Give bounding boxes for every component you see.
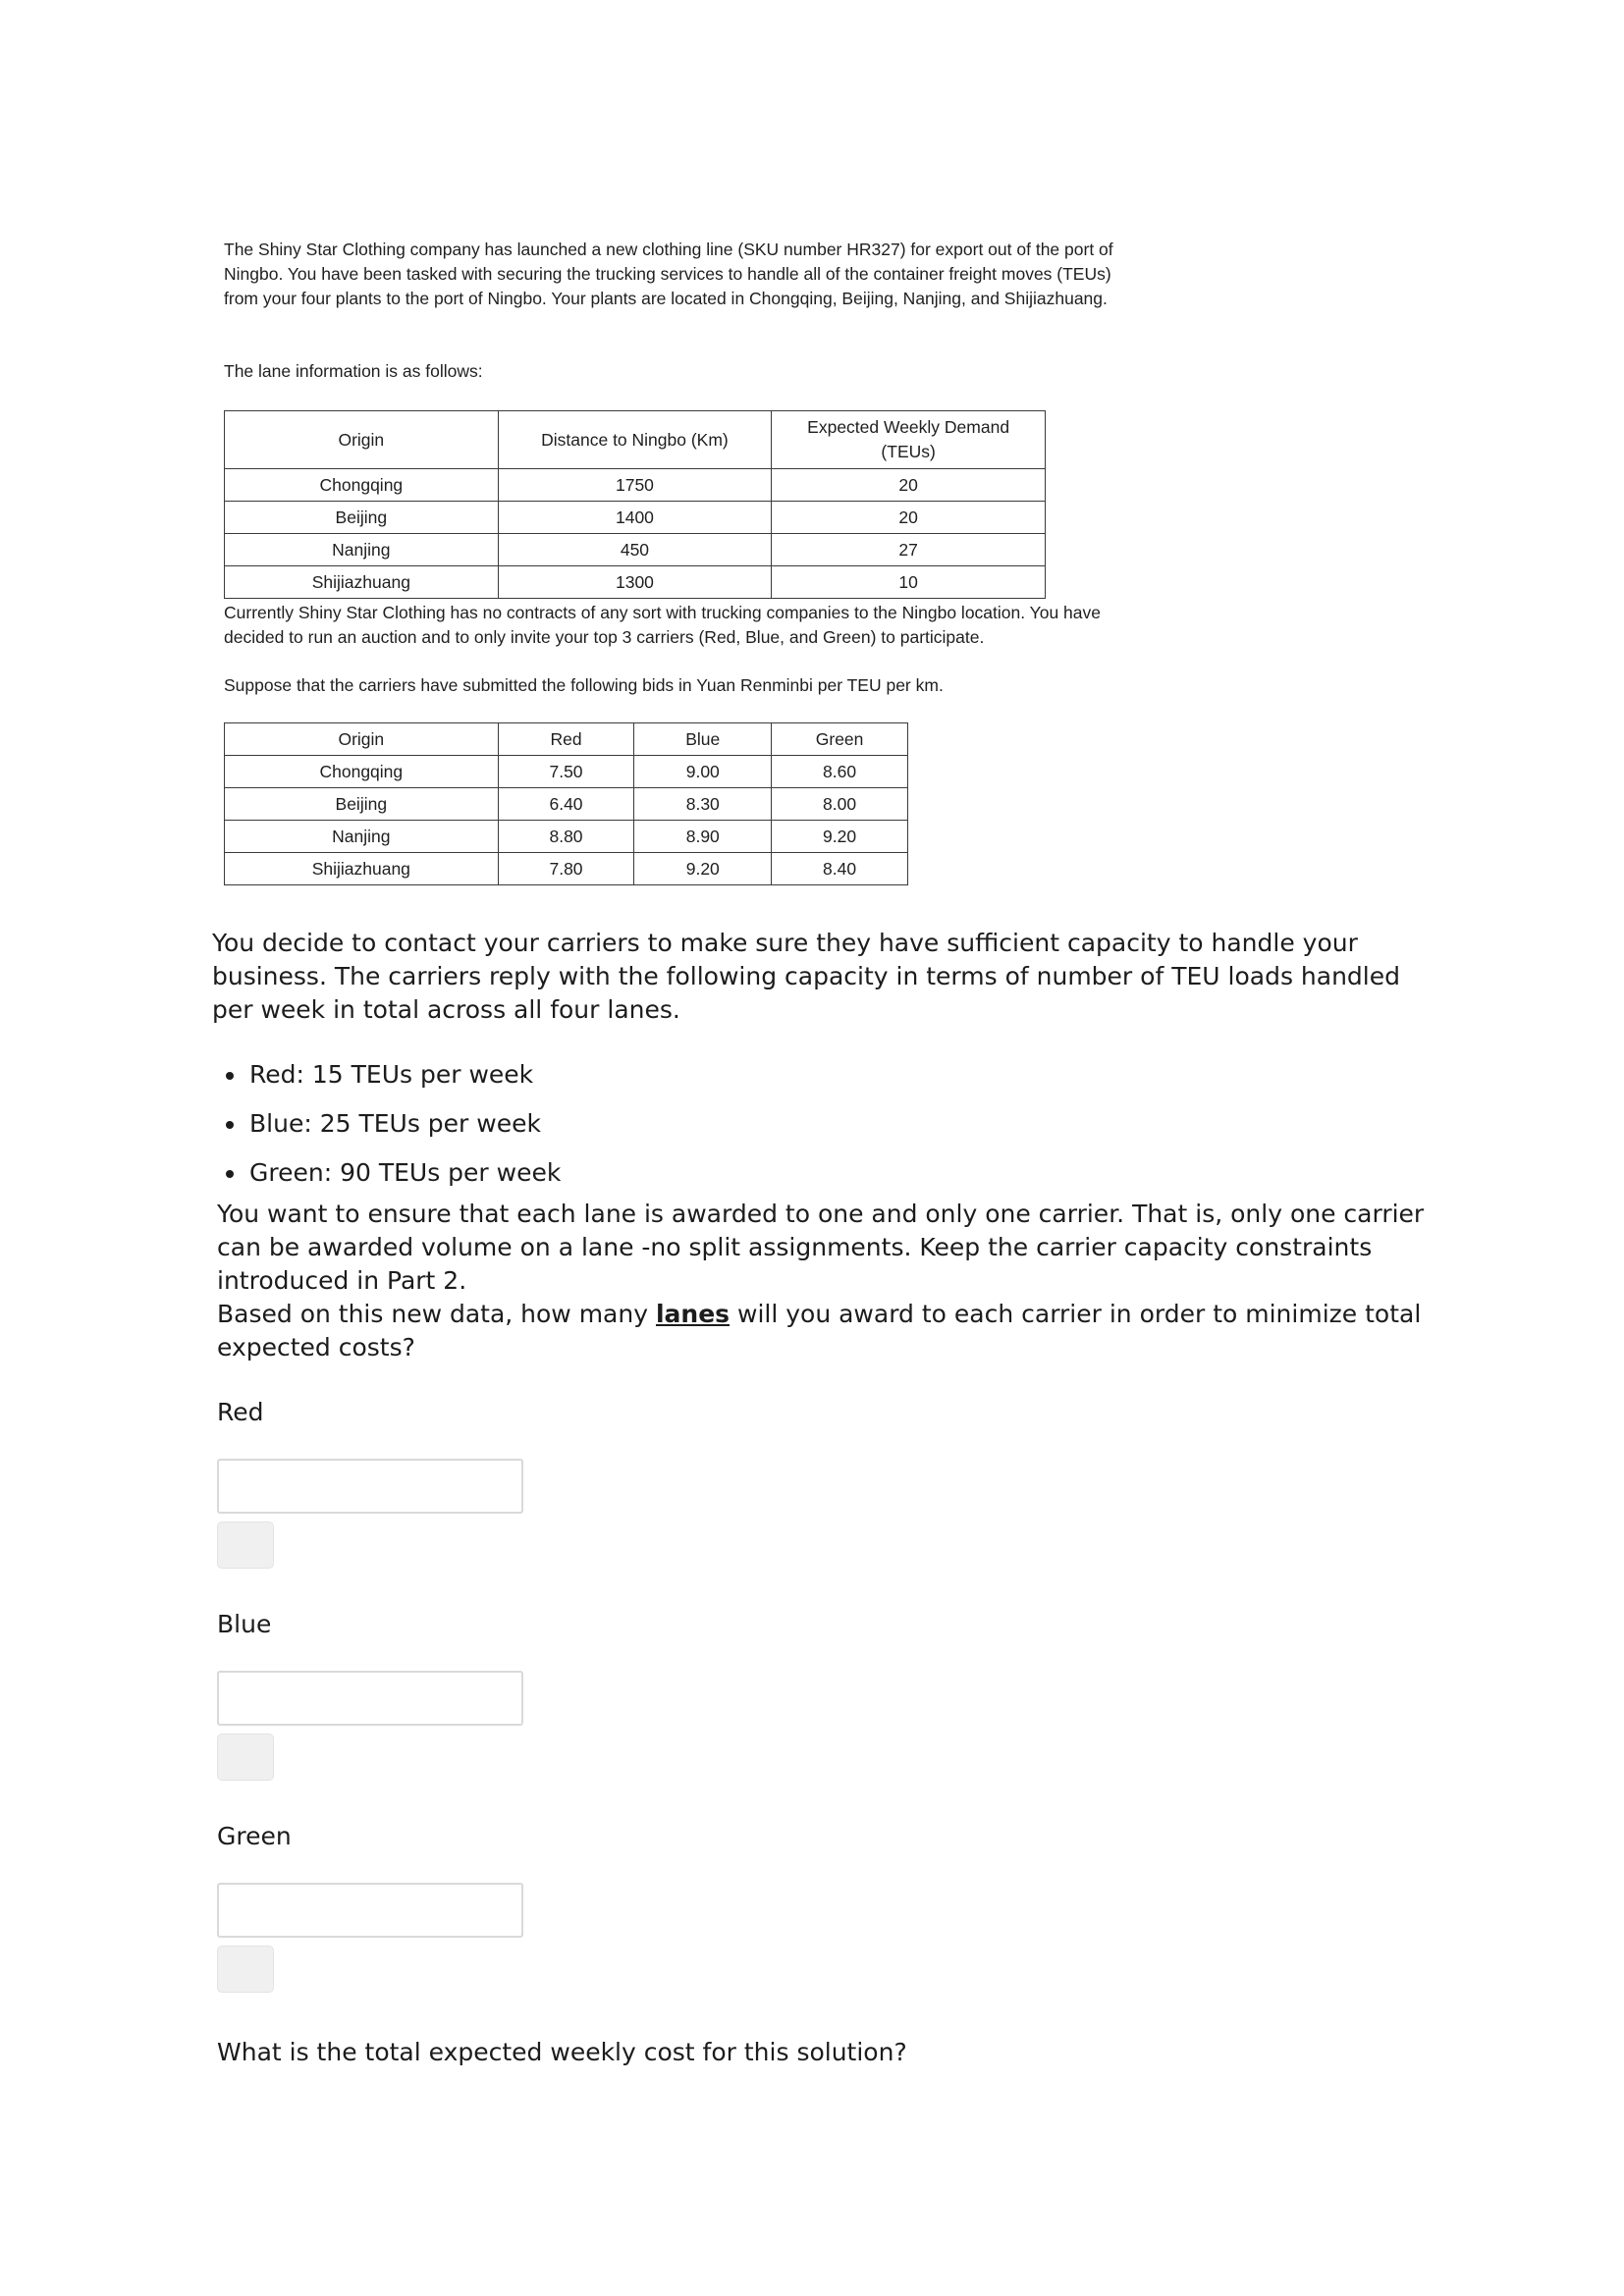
red-label: Red bbox=[217, 1398, 264, 1426]
blue-answer-input[interactable] bbox=[217, 1671, 523, 1726]
table-row bbox=[225, 756, 908, 788]
green-bid-cell: 8.00 bbox=[772, 788, 908, 821]
distance-cell: 450 bbox=[498, 534, 772, 566]
lane-table bbox=[224, 410, 1046, 599]
question-text bbox=[217, 1298, 1444, 1364]
blue-bid-cell: 8.90 bbox=[634, 821, 772, 853]
blue-label: Blue bbox=[217, 1610, 272, 1638]
origin-cell: Nanjing bbox=[225, 534, 499, 566]
distance-cell: 1750 bbox=[498, 469, 772, 502]
bid-table-header bbox=[225, 723, 908, 756]
question-text-before: Based on this new data, how many bbox=[217, 1300, 656, 1328]
red-check-button[interactable] bbox=[217, 1522, 274, 1569]
lane-table-header bbox=[225, 411, 1046, 469]
demand-cell: 20 bbox=[772, 469, 1046, 502]
bid-table bbox=[224, 722, 908, 885]
table-row bbox=[225, 502, 1046, 534]
list-item: Green: 90 TEUs per week bbox=[212, 1156, 1096, 1205]
table-row bbox=[225, 534, 1046, 566]
red-bid-cell: 7.50 bbox=[498, 756, 634, 788]
capacity-list bbox=[212, 1058, 1096, 1205]
header-green: Green bbox=[772, 723, 908, 756]
blue-bid-cell: 9.00 bbox=[634, 756, 772, 788]
demand-cell: 27 bbox=[772, 534, 1046, 566]
green-label: Green bbox=[217, 1822, 292, 1850]
table-row bbox=[225, 853, 908, 885]
header-demand: Expected Weekly Demand (TEUs) bbox=[772, 411, 1046, 469]
green-answer-input[interactable] bbox=[217, 1883, 523, 1938]
final-question-text: What is the total expected weekly cost for this solution? bbox=[217, 2038, 907, 2066]
blue-check-button[interactable] bbox=[217, 1734, 274, 1781]
demand-cell: 10 bbox=[772, 566, 1046, 599]
header-distance: Distance to Ningbo (Km) bbox=[498, 411, 772, 469]
constraint-paragraph: You want to ensure that each lane is awarded to one and only one carrier. That is, only one carrier can be awarded volume on a lane -no split assignments. Keep the carrier capacity constraints introduced in Part 2. bbox=[217, 1200, 1425, 1295]
green-bid-cell: 8.60 bbox=[772, 756, 908, 788]
lane-intro-text: The lane information is as follows: bbox=[224, 361, 483, 381]
table-row bbox=[225, 821, 908, 853]
header-origin: Origin bbox=[225, 723, 499, 756]
red-answer-input[interactable] bbox=[217, 1459, 523, 1514]
red-bid-cell: 8.80 bbox=[498, 821, 634, 853]
demand-cell: 20 bbox=[772, 502, 1046, 534]
question-text-after: will you award to each carrier in order to minimize total expected costs? bbox=[217, 1300, 1422, 1362]
green-check-button[interactable] bbox=[217, 1946, 274, 1993]
origin-cell: Shijiazhuang bbox=[225, 853, 499, 885]
bids-intro-text: Suppose that the carriers have submitted the following bids in Yuan Renminbi per TEU per km. bbox=[224, 675, 944, 695]
origin-cell: Chongqing bbox=[225, 469, 499, 502]
list-item: Blue: 25 TEUs per week bbox=[212, 1107, 1096, 1156]
auction-paragraph: Currently Shiny Star Clothing has no contracts of any sort with trucking companies to the Ningbo location. You have decided to run an auction and to only invite your top 3 carriers (Red, Blue, and Green) to participate. bbox=[224, 603, 1101, 647]
red-bid-cell: 7.80 bbox=[498, 853, 634, 885]
table-row bbox=[225, 788, 908, 821]
header-origin: Origin bbox=[225, 411, 499, 469]
table-row bbox=[225, 469, 1046, 502]
origin-cell: Chongqing bbox=[225, 756, 499, 788]
list-item: Red: 15 TEUs per week bbox=[212, 1058, 1096, 1107]
table-row bbox=[225, 566, 1046, 599]
origin-cell: Shijiazhuang bbox=[225, 566, 499, 599]
capacity-paragraph: You decide to contact your carriers to make sure they have sufficient capacity to handle your business. The carriers reply with the following capacity in terms of number of TEU loads handled per week in total across all four lanes. bbox=[212, 929, 1400, 1024]
green-bid-cell: 8.40 bbox=[772, 853, 908, 885]
question-emphasis: lanes bbox=[655, 1300, 731, 1328]
header-blue: Blue bbox=[634, 723, 772, 756]
origin-cell: Beijing bbox=[225, 502, 499, 534]
distance-cell: 1300 bbox=[498, 566, 772, 599]
header-red: Red bbox=[498, 723, 634, 756]
green-bid-cell: 9.20 bbox=[772, 821, 908, 853]
red-bid-cell: 6.40 bbox=[498, 788, 634, 821]
blue-bid-cell: 8.30 bbox=[634, 788, 772, 821]
intro-paragraph: The Shiny Star Clothing company has launched a new clothing line (SKU number HR327) for export out of the port of Ningbo. You have been tasked with securing the trucking services to handle all of the container freight moves (TEUs) from your four plants to the port of Ningbo. Your plants are located in Chongqing, Beijing, Nanjing, and Shijiazhuang. bbox=[224, 240, 1113, 308]
blue-bid-cell: 9.20 bbox=[634, 853, 772, 885]
origin-cell: Nanjing bbox=[225, 821, 499, 853]
distance-cell: 1400 bbox=[498, 502, 772, 534]
origin-cell: Beijing bbox=[225, 788, 499, 821]
